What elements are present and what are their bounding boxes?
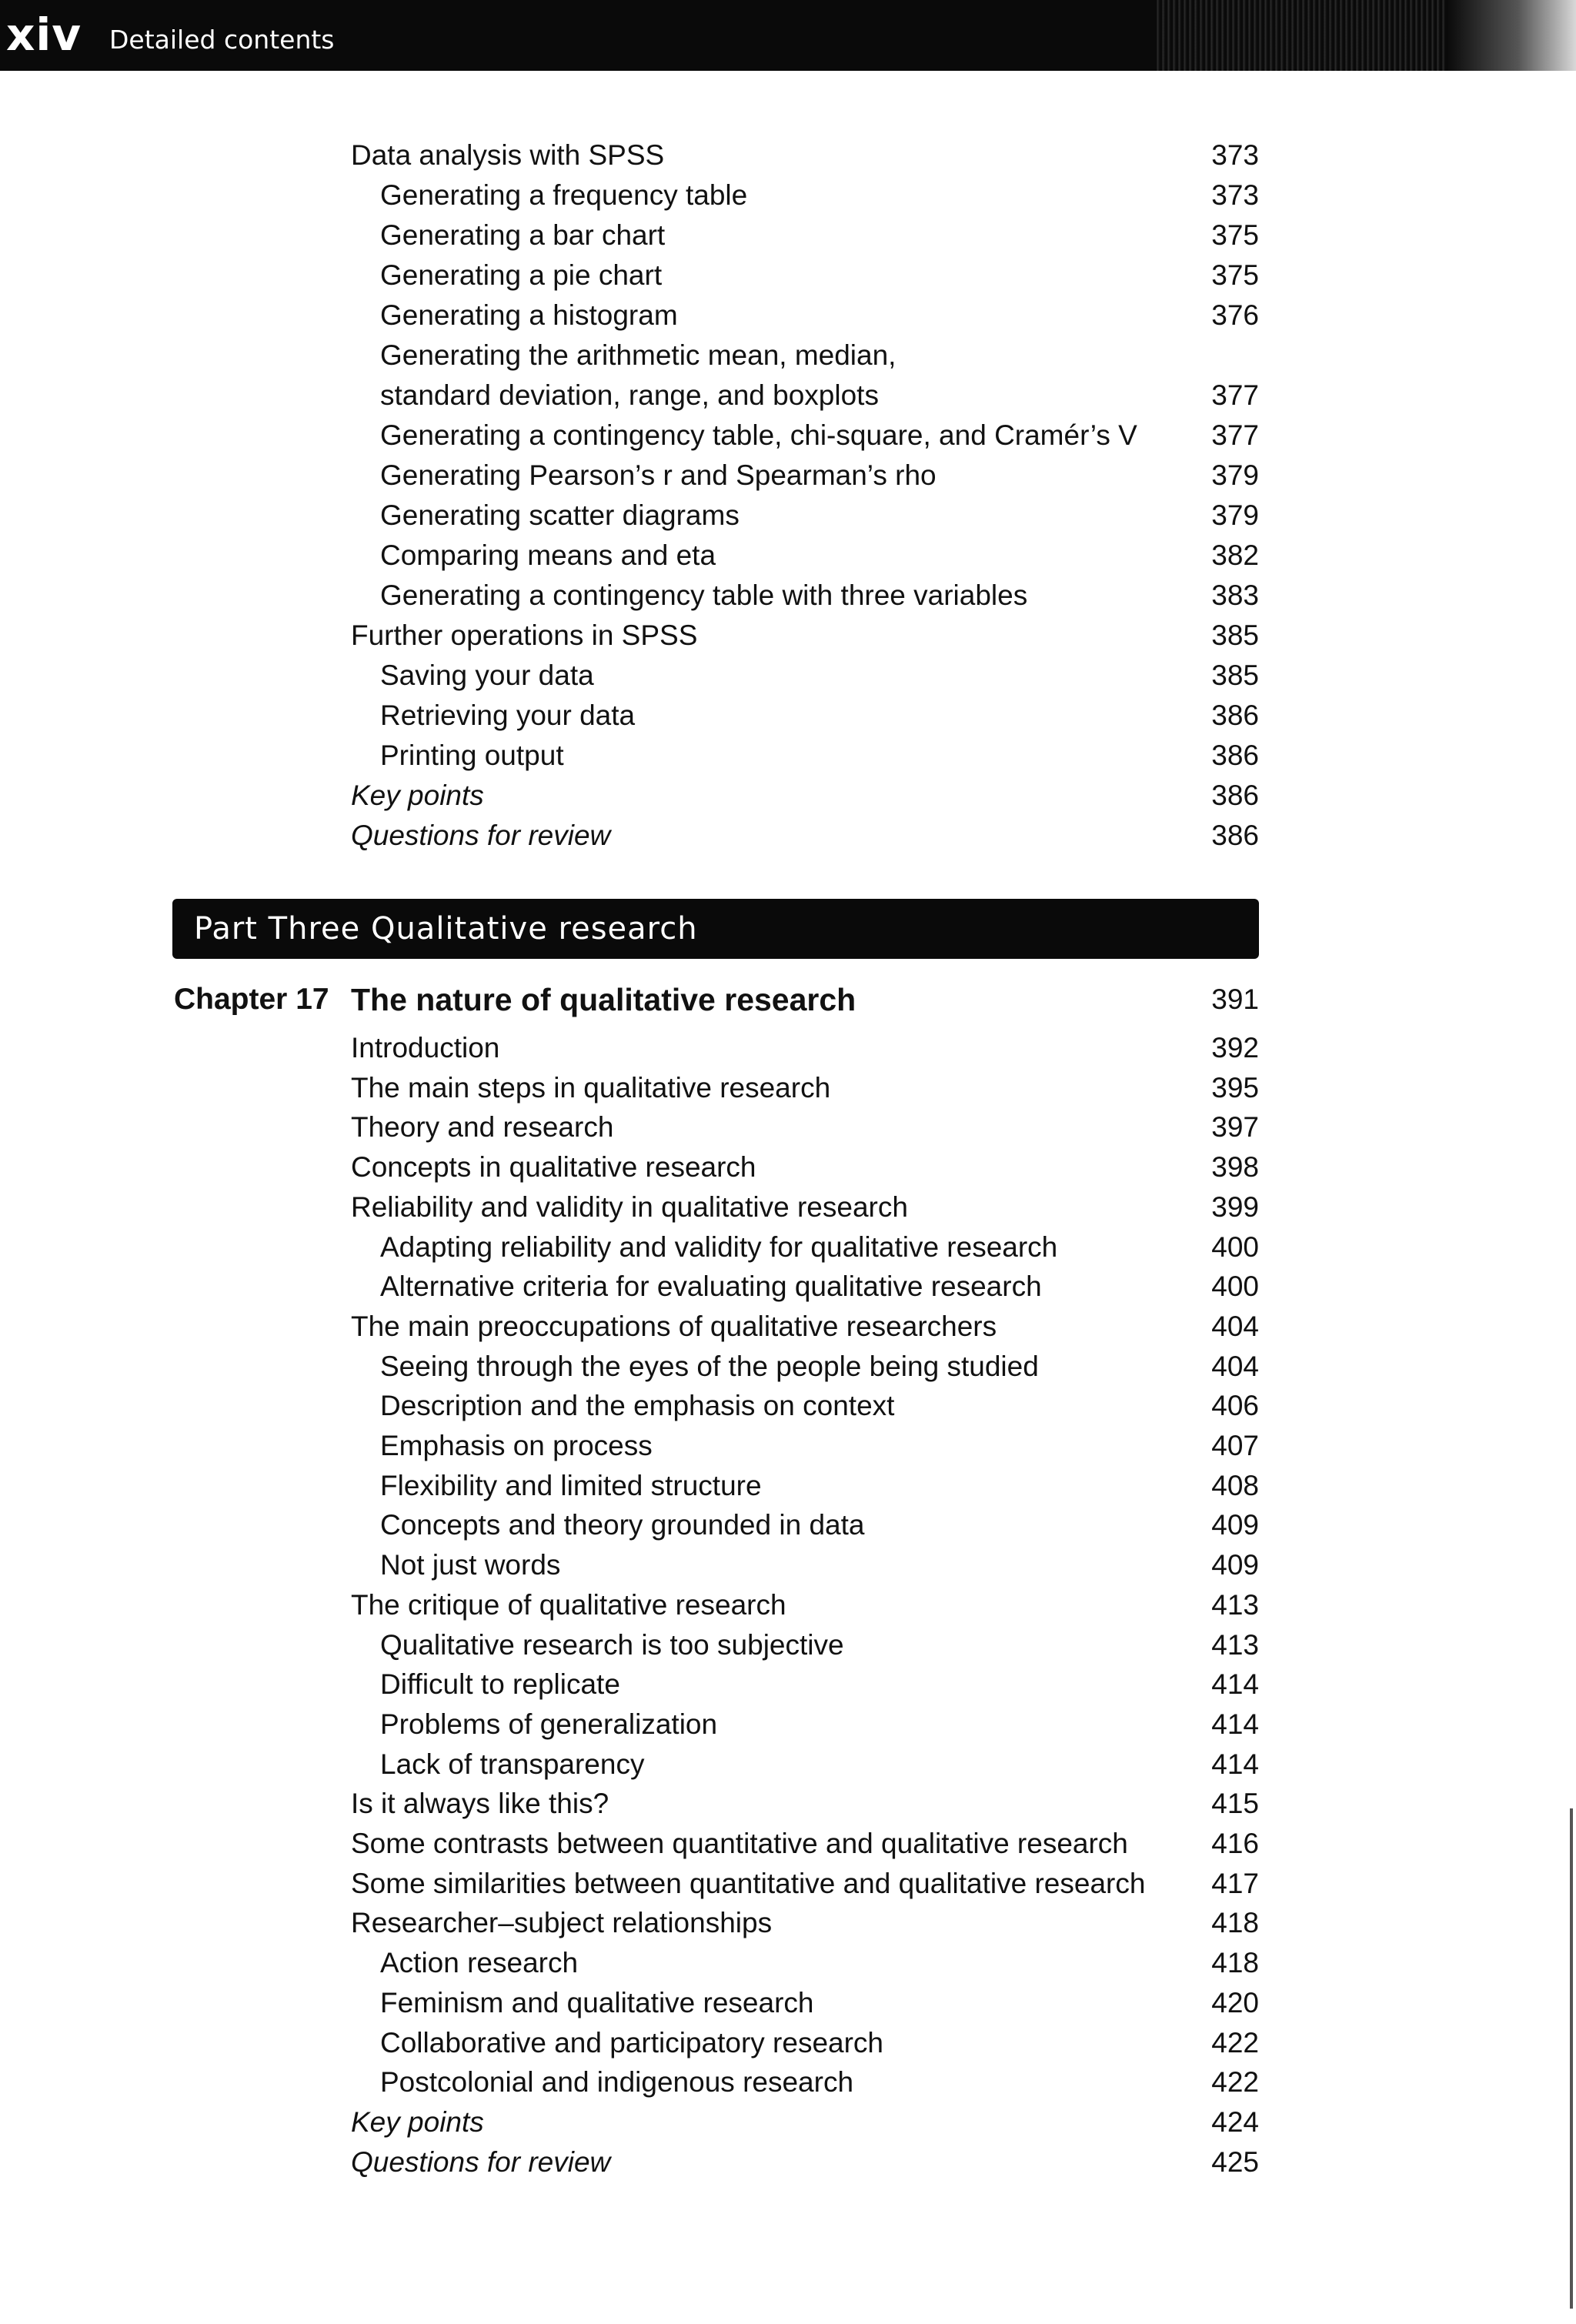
chapter-page-number: 391 — [1211, 983, 1259, 1015]
toc-entry-page: 413 — [1211, 1588, 1259, 1621]
toc-entry-page: 376 — [1211, 299, 1259, 331]
toc-entry-page: 375 — [1211, 259, 1259, 291]
toc-entry-page: 397 — [1211, 1111, 1259, 1144]
toc-entry-page: 373 — [1211, 139, 1259, 171]
toc-entry-title: Generating a contingency table with three variables — [380, 579, 1028, 611]
toc-entry-page: 408 — [1211, 1469, 1259, 1501]
toc-entry[interactable] — [0, 2023, 1270, 2063]
toc-entry[interactable] — [0, 1267, 1270, 1307]
toc-entry-title: Generating a bar chart — [380, 219, 666, 251]
toc-entry[interactable] — [0, 1107, 1270, 1147]
toc-entry-title: Generating scatter diagrams — [380, 499, 740, 531]
part-banner — [172, 899, 1259, 959]
toc-entry-title: Retrieving your data — [380, 700, 636, 731]
toc-entry[interactable] — [0, 1864, 1270, 1904]
toc-entry-title: Qualitative research is too subjective — [380, 1628, 844, 1661]
toc-entry-title: Comparing means and eta — [380, 539, 716, 571]
toc-entry[interactable] — [0, 536, 1270, 576]
toc-entry-page: 416 — [1211, 1828, 1259, 1859]
toc-entry[interactable] — [0, 2142, 1270, 2182]
chapter-heading[interactable] — [0, 977, 1270, 1022]
toc-entry-page: 375 — [1211, 219, 1259, 251]
toc-entry-title: Adapting reliability and validity for qualitative research — [380, 1230, 1058, 1263]
chapter-label: Chapter 17 — [174, 983, 329, 1016]
toc-entry-page: 386 — [1211, 740, 1259, 771]
toc-entry-page: 409 — [1211, 1509, 1259, 1541]
toc-entry[interactable] — [0, 1187, 1270, 1227]
toc-entry-title: Concepts and theory grounded in data — [380, 1509, 865, 1541]
toc-entry[interactable] — [0, 1505, 1270, 1545]
toc-entry-title: Key points — [351, 780, 484, 811]
toc-entry-title: Feminism and qualitative research — [380, 1986, 814, 2018]
toc-entry-title: Generating Pearson’s r and Spearman’s rho — [380, 459, 937, 491]
toc-entry-page: 414 — [1211, 1668, 1259, 1701]
toc-entry[interactable] — [0, 696, 1270, 736]
scan-edge-fade — [1447, 0, 1576, 71]
toc-entry-page: 424 — [1211, 2105, 1259, 2138]
toc-entry-title: Generating a histogram — [380, 299, 678, 331]
toc-entry-page: 377 — [1211, 419, 1259, 451]
toc-entry-page: 400 — [1211, 1230, 1259, 1263]
toc-entry-title: Not just words — [380, 1549, 561, 1581]
toc-entry-title: Generating the arithmetic mean, median, — [380, 339, 897, 371]
toc-entry-title: Generating a frequency table — [380, 179, 748, 211]
toc-entry-title: standard deviation, range, and boxplots — [380, 379, 879, 411]
toc-entry-title: Questions for review — [351, 2145, 611, 2178]
toc-entry-page: 420 — [1211, 1986, 1259, 2018]
toc-entry-title: Some contrasts between quantitative and qualitative research — [351, 1828, 1128, 1859]
toc-entry[interactable] — [0, 1347, 1270, 1387]
toc-entry-title: Is it always like this? — [351, 1788, 609, 1820]
toc-entry[interactable] — [0, 1705, 1270, 1745]
toc-entry-page: 386 — [1211, 820, 1259, 851]
toc-entry-title: Data analysis with SPSS — [351, 139, 665, 171]
toc-entry[interactable] — [0, 1307, 1270, 1347]
toc-entry-title: Collaborative and participatory research — [380, 2026, 884, 2059]
toc-entry[interactable] — [0, 1068, 1270, 1108]
toc-entry-page: 400 — [1211, 1271, 1259, 1303]
toc-entry-page: 385 — [1211, 619, 1259, 651]
toc-entry[interactable] — [0, 1028, 1270, 1068]
toc-entry[interactable] — [0, 1784, 1270, 1824]
toc-entry[interactable] — [0, 135, 1270, 175]
toc-entry[interactable] — [0, 175, 1270, 215]
toc-entry-page: 392 — [1211, 1032, 1259, 1063]
toc-entry-page: 404 — [1211, 1350, 1259, 1382]
toc-entry-title: Generating a contingency table, chi-square, and Cramér’s V — [380, 419, 1137, 451]
toc-entry-title: Problems of generalization — [380, 1708, 718, 1740]
toc-entry-page: 425 — [1211, 2145, 1259, 2178]
toc-entry[interactable] — [0, 2062, 1270, 2102]
toc-entry-page: 418 — [1211, 1907, 1259, 1939]
toc-entry[interactable] — [0, 416, 1270, 456]
toc-entry-page: 379 — [1211, 499, 1259, 531]
toc-entry[interactable] — [0, 496, 1270, 536]
toc-entry-page: 382 — [1211, 539, 1259, 571]
toc-entry[interactable] — [0, 1665, 1270, 1705]
toc-entry-title: The critique of qualitative research — [351, 1588, 786, 1621]
toc-entry[interactable] — [0, 1386, 1270, 1426]
toc-entry-title: Questions for review — [351, 820, 611, 851]
toc-entry[interactable] — [0, 2102, 1270, 2142]
toc-entry-page: 373 — [1211, 179, 1259, 211]
toc-entry-title: Reliability and validity in qualitative research — [351, 1190, 908, 1223]
toc-entry-page: 386 — [1211, 780, 1259, 811]
toc-entry-page: 399 — [1211, 1190, 1259, 1223]
toc-entry-page: 422 — [1211, 2066, 1259, 2099]
toc-entry[interactable] — [0, 1426, 1270, 1466]
toc-entry-page: 398 — [1211, 1151, 1259, 1184]
toc-entry[interactable] — [0, 1745, 1270, 1785]
toc-entry[interactable] — [0, 1903, 1270, 1943]
toc-entry-title: Saving your data — [380, 659, 594, 691]
toc-entry[interactable] — [0, 255, 1270, 296]
toc-entry-title: Difficult to replicate — [380, 1668, 620, 1701]
toc-entry[interactable] — [0, 1227, 1270, 1267]
toc-entry[interactable] — [0, 1824, 1270, 1864]
toc-entry-title: Action research — [380, 1947, 579, 1979]
toc-entry[interactable] — [0, 616, 1270, 656]
chapter-title: The nature of qualitative research — [351, 982, 856, 1017]
toc-entry-page: 409 — [1211, 1549, 1259, 1581]
toc-entry-title: Key points — [351, 2105, 484, 2138]
toc-entry[interactable] — [0, 1466, 1270, 1506]
toc-entry-title: Researcher–subject relationships — [351, 1907, 773, 1939]
toc-entry[interactable] — [0, 1545, 1270, 1585]
toc-entry-title: Introduction — [351, 1032, 500, 1063]
toc-entry-page: 386 — [1211, 700, 1259, 731]
toc-entry-title: Some similarities between quantitative and qualitative research — [351, 1867, 1146, 1899]
toc-entry[interactable] — [0, 1585, 1270, 1625]
toc-entry-page: 383 — [1211, 579, 1259, 611]
part-title: Part Three Qualitative research — [194, 911, 698, 947]
toc-entry-title: Generating a pie chart — [380, 259, 663, 291]
toc-entry-page: 379 — [1211, 459, 1259, 491]
toc-entry[interactable] — [0, 1983, 1270, 2023]
toc-entry-title: Emphasis on process — [380, 1430, 653, 1461]
toc-entry[interactable] — [0, 1943, 1270, 1983]
running-header-bar — [0, 0, 1576, 71]
toc-entry-page: 422 — [1211, 2026, 1259, 2059]
toc-entry-page: 417 — [1211, 1867, 1259, 1899]
toc-entry[interactable] — [0, 336, 1270, 376]
toc-entry-page: 395 — [1211, 1071, 1259, 1104]
toc-entry-page: 418 — [1211, 1947, 1259, 1979]
toc-entry[interactable] — [0, 736, 1270, 776]
toc-entry[interactable] — [0, 576, 1270, 616]
toc-entry[interactable] — [0, 456, 1270, 496]
toc-entry[interactable] — [0, 1625, 1270, 1665]
toc-entry-page: 414 — [1211, 1748, 1259, 1780]
toc-entry-title: The main preoccupations of qualitative researchers — [351, 1310, 997, 1342]
toc-entry-title: Concepts in qualitative research — [351, 1151, 756, 1184]
page-number: xiv — [6, 8, 82, 61]
toc-entry-page: 377 — [1211, 379, 1259, 411]
toc-entry[interactable] — [0, 776, 1270, 816]
toc-entry-page: 413 — [1211, 1628, 1259, 1661]
scan-edge-mark — [1570, 1808, 1573, 2309]
toc-entry-title: The main steps in qualitative research — [351, 1071, 831, 1104]
toc-entry[interactable] — [0, 816, 1270, 856]
running-head-title: Detailed contents — [109, 25, 335, 55]
toc-entry-title: Description and the emphasis on context — [380, 1390, 895, 1422]
toc-entry-page: 407 — [1211, 1430, 1259, 1461]
toc-entry-page: 404 — [1211, 1310, 1259, 1342]
toc-entry-title: Lack of transparency — [380, 1748, 645, 1780]
toc-entry-page: 406 — [1211, 1390, 1259, 1422]
toc-entry-title: Seeing through the eyes of the people being studied — [380, 1350, 1039, 1382]
toc-entry-title: Postcolonial and indigenous research — [380, 2066, 854, 2099]
toc-entry-page: 415 — [1211, 1788, 1259, 1820]
toc-entry-page: 385 — [1211, 659, 1259, 691]
toc-entry[interactable] — [0, 376, 1270, 416]
toc-entry-title: Flexibility and limited structure — [380, 1469, 762, 1501]
toc-entry-title: Theory and research — [351, 1111, 614, 1144]
toc-entry-title: Further operations in SPSS — [351, 619, 698, 651]
toc-entry[interactable] — [0, 215, 1270, 255]
toc-entry[interactable] — [0, 1147, 1270, 1187]
toc-entry[interactable] — [0, 656, 1270, 696]
toc-entry[interactable] — [0, 296, 1270, 336]
toc-entry-page: 414 — [1211, 1708, 1259, 1740]
toc-entry-title: Alternative criteria for evaluating qualitative research — [380, 1271, 1042, 1303]
toc-entry-title: Printing output — [380, 740, 564, 771]
